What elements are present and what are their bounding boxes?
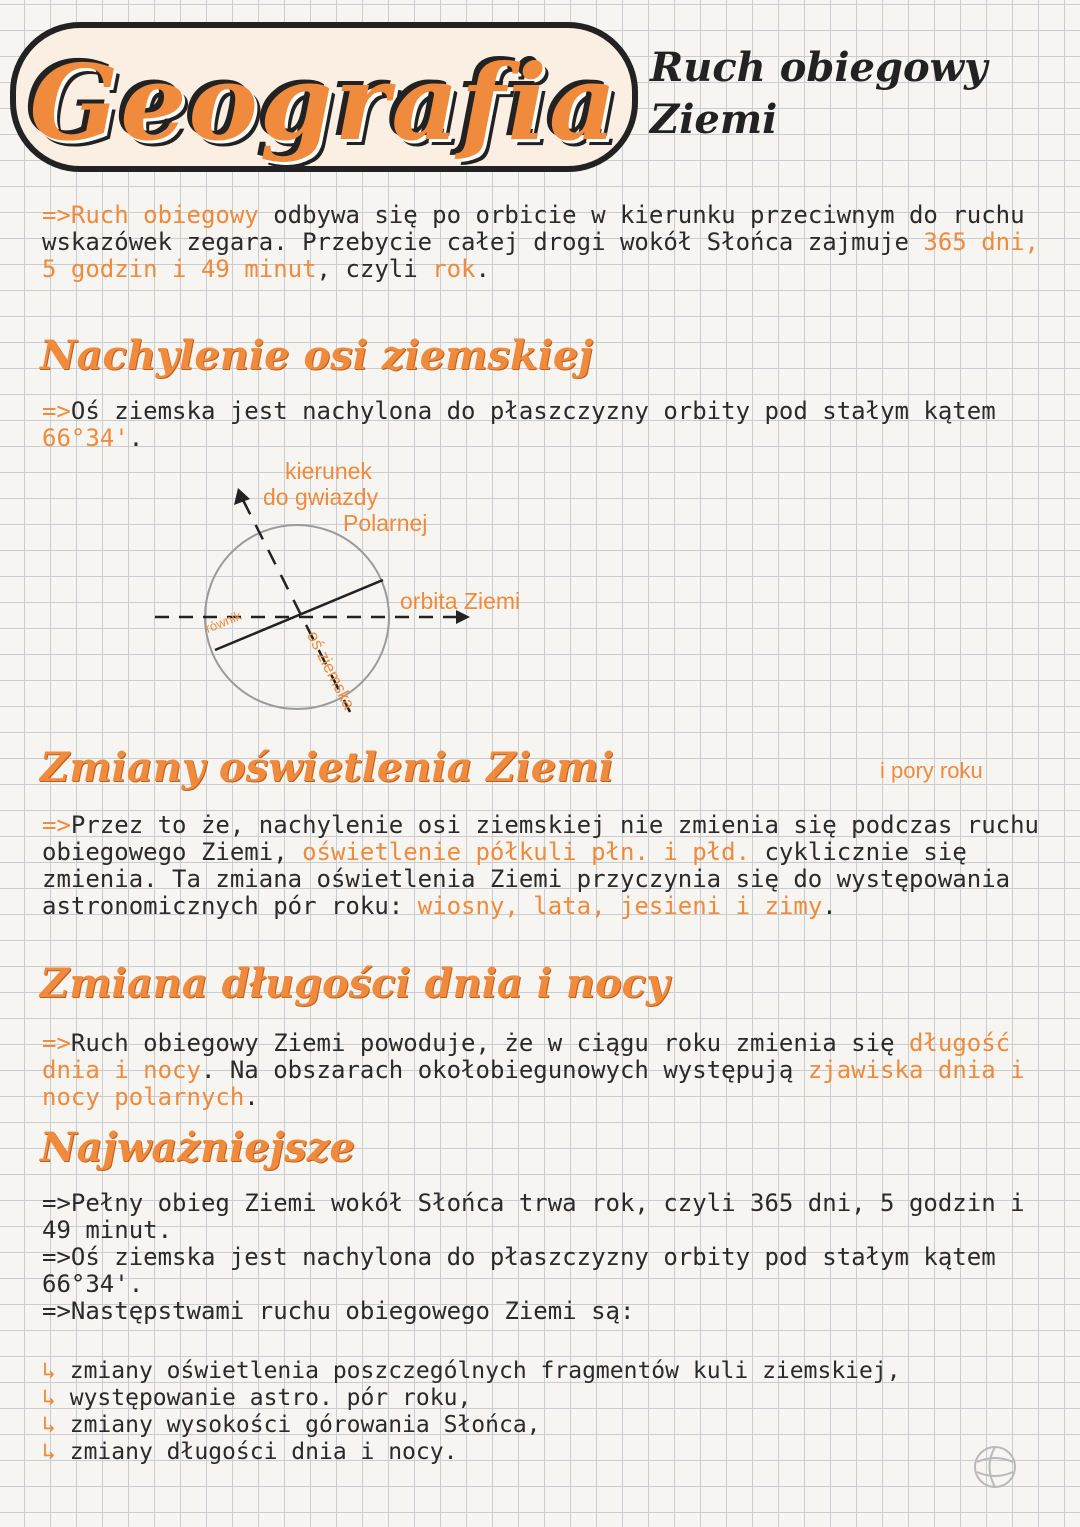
label-direction-polaris: [263, 458, 428, 536]
highlight-term: wiosny, lata, jesieni i zimy: [417, 892, 823, 920]
paragraph-text: .: [128, 424, 144, 452]
paragraph-text: .: [244, 1083, 259, 1111]
summary-point-3: =>Następstwami ruchu obiegowego Ziemi są:: [42, 1297, 635, 1325]
day-night-paragraph: [42, 1030, 1042, 1111]
consequences-list: [42, 1358, 1042, 1466]
bullet-arrow-icon: ↳: [42, 1439, 56, 1465]
section-heading-axis-tilt: Nachylenie osi ziemskiej: [40, 332, 593, 379]
paragraph-text: Ruch obiegowy Ziemi powoduje, że w ciągu roku zmienia się: [70, 1029, 909, 1057]
page-title-line-2: Ziemi: [650, 96, 778, 143]
globe-icon: [968, 1440, 1022, 1494]
bullet-arrow-icon: ↳: [42, 1412, 56, 1438]
label-direction-line-3: Polarnej: [343, 510, 428, 536]
paragraph-text: . Na obszarach okołobiegunowych występują: [200, 1056, 808, 1084]
list-item: ↳ występowanie astro. pór roku,: [42, 1385, 472, 1411]
paragraph-text: Oś ziemska jest nachylona do płaszczyzny orbity pod stałym kątem: [70, 397, 996, 425]
paragraph-text: , czyli: [316, 255, 433, 283]
bullet-arrow-icon: ↳: [42, 1385, 56, 1411]
bullet-arrow-icon: ↳: [42, 1358, 56, 1384]
label-orbit: orbita Ziemi: [400, 588, 521, 614]
summary-paragraphs: [42, 1190, 1042, 1325]
highlight-term: zjawiska dnia i nocy polarnych: [42, 1056, 1025, 1111]
paragraph-text: .: [822, 892, 837, 920]
list-item: ↳ zmiany oświetlenia poszczególnych fragmentów kuli ziemskiej,: [42, 1358, 901, 1384]
section-heading-seasons: i pory roku: [880, 758, 983, 783]
section-heading-day-night: Zmiana długości dnia i nocy: [40, 960, 670, 1007]
label-equator: równik: [203, 607, 244, 636]
summary-point-2: =>Oś ziemska jest nachylona do płaszczyzny orbity pod stałym kątem 66°34'.: [42, 1243, 996, 1298]
highlight-term: 365 dni, 5 godzin i 49 minut: [42, 228, 1039, 283]
paragraph-text: odbywa się po orbicie w kierunku przeciwnym do ruchu wskazówek zegara. Przebycie całej drogi wokół Słońca zajmuje: [42, 201, 1025, 256]
label-direction-line-2: do gwiazdy: [263, 484, 379, 510]
highlight-term: rok: [432, 255, 476, 283]
paragraph-text: Przez to że, nachylenie osi ziemskiej nie zmienia się podczas ruchu obiegowego Ziemi,: [42, 811, 1040, 866]
section-heading-summary: Najważniejsze: [40, 1124, 355, 1171]
arrow-marker: =>: [42, 811, 71, 839]
logo-geografia: Geografia: [10, 22, 638, 172]
highlight-term: 66°34': [42, 424, 129, 452]
paragraph-text: .: [475, 255, 490, 283]
list-item: ↳ zmiany wysokości górowania Słońca,: [42, 1412, 541, 1438]
illumination-paragraph: [42, 812, 1042, 920]
highlight-term: długość dnia i nocy: [42, 1029, 1011, 1084]
section-heading-illumination: Zmiany oświetlenia Ziemi: [40, 744, 614, 791]
highlight-term: oświetlenie półkuli płn. i płd.: [302, 838, 751, 866]
summary-point-1: =>Pełny obieg Ziemi wokół Słońca trwa rok, czyli 365 dni, 5 godzin i 49 minut.: [42, 1189, 1025, 1244]
arrow-marker: =>: [42, 397, 71, 425]
axis-arrow-head: [234, 488, 250, 505]
label-earth-axis: oś ziemska: [303, 628, 359, 713]
highlight-term: Ruch obiegowy: [70, 201, 259, 229]
paragraph-text: cyklicznie się zmienia. Ta zmiana oświetlenia Ziemi przyczynia się do występowania astronomicznych pór roku:: [42, 838, 1011, 920]
list-item: ↳ zmiany długości dnia i nocy.: [42, 1439, 458, 1465]
arrow-marker: =>: [42, 201, 71, 229]
arrow-marker: =>: [42, 1029, 71, 1057]
label-direction-line-1: kierunek: [285, 458, 372, 484]
page-title-line-1: Ruch obiegowy: [650, 44, 988, 91]
